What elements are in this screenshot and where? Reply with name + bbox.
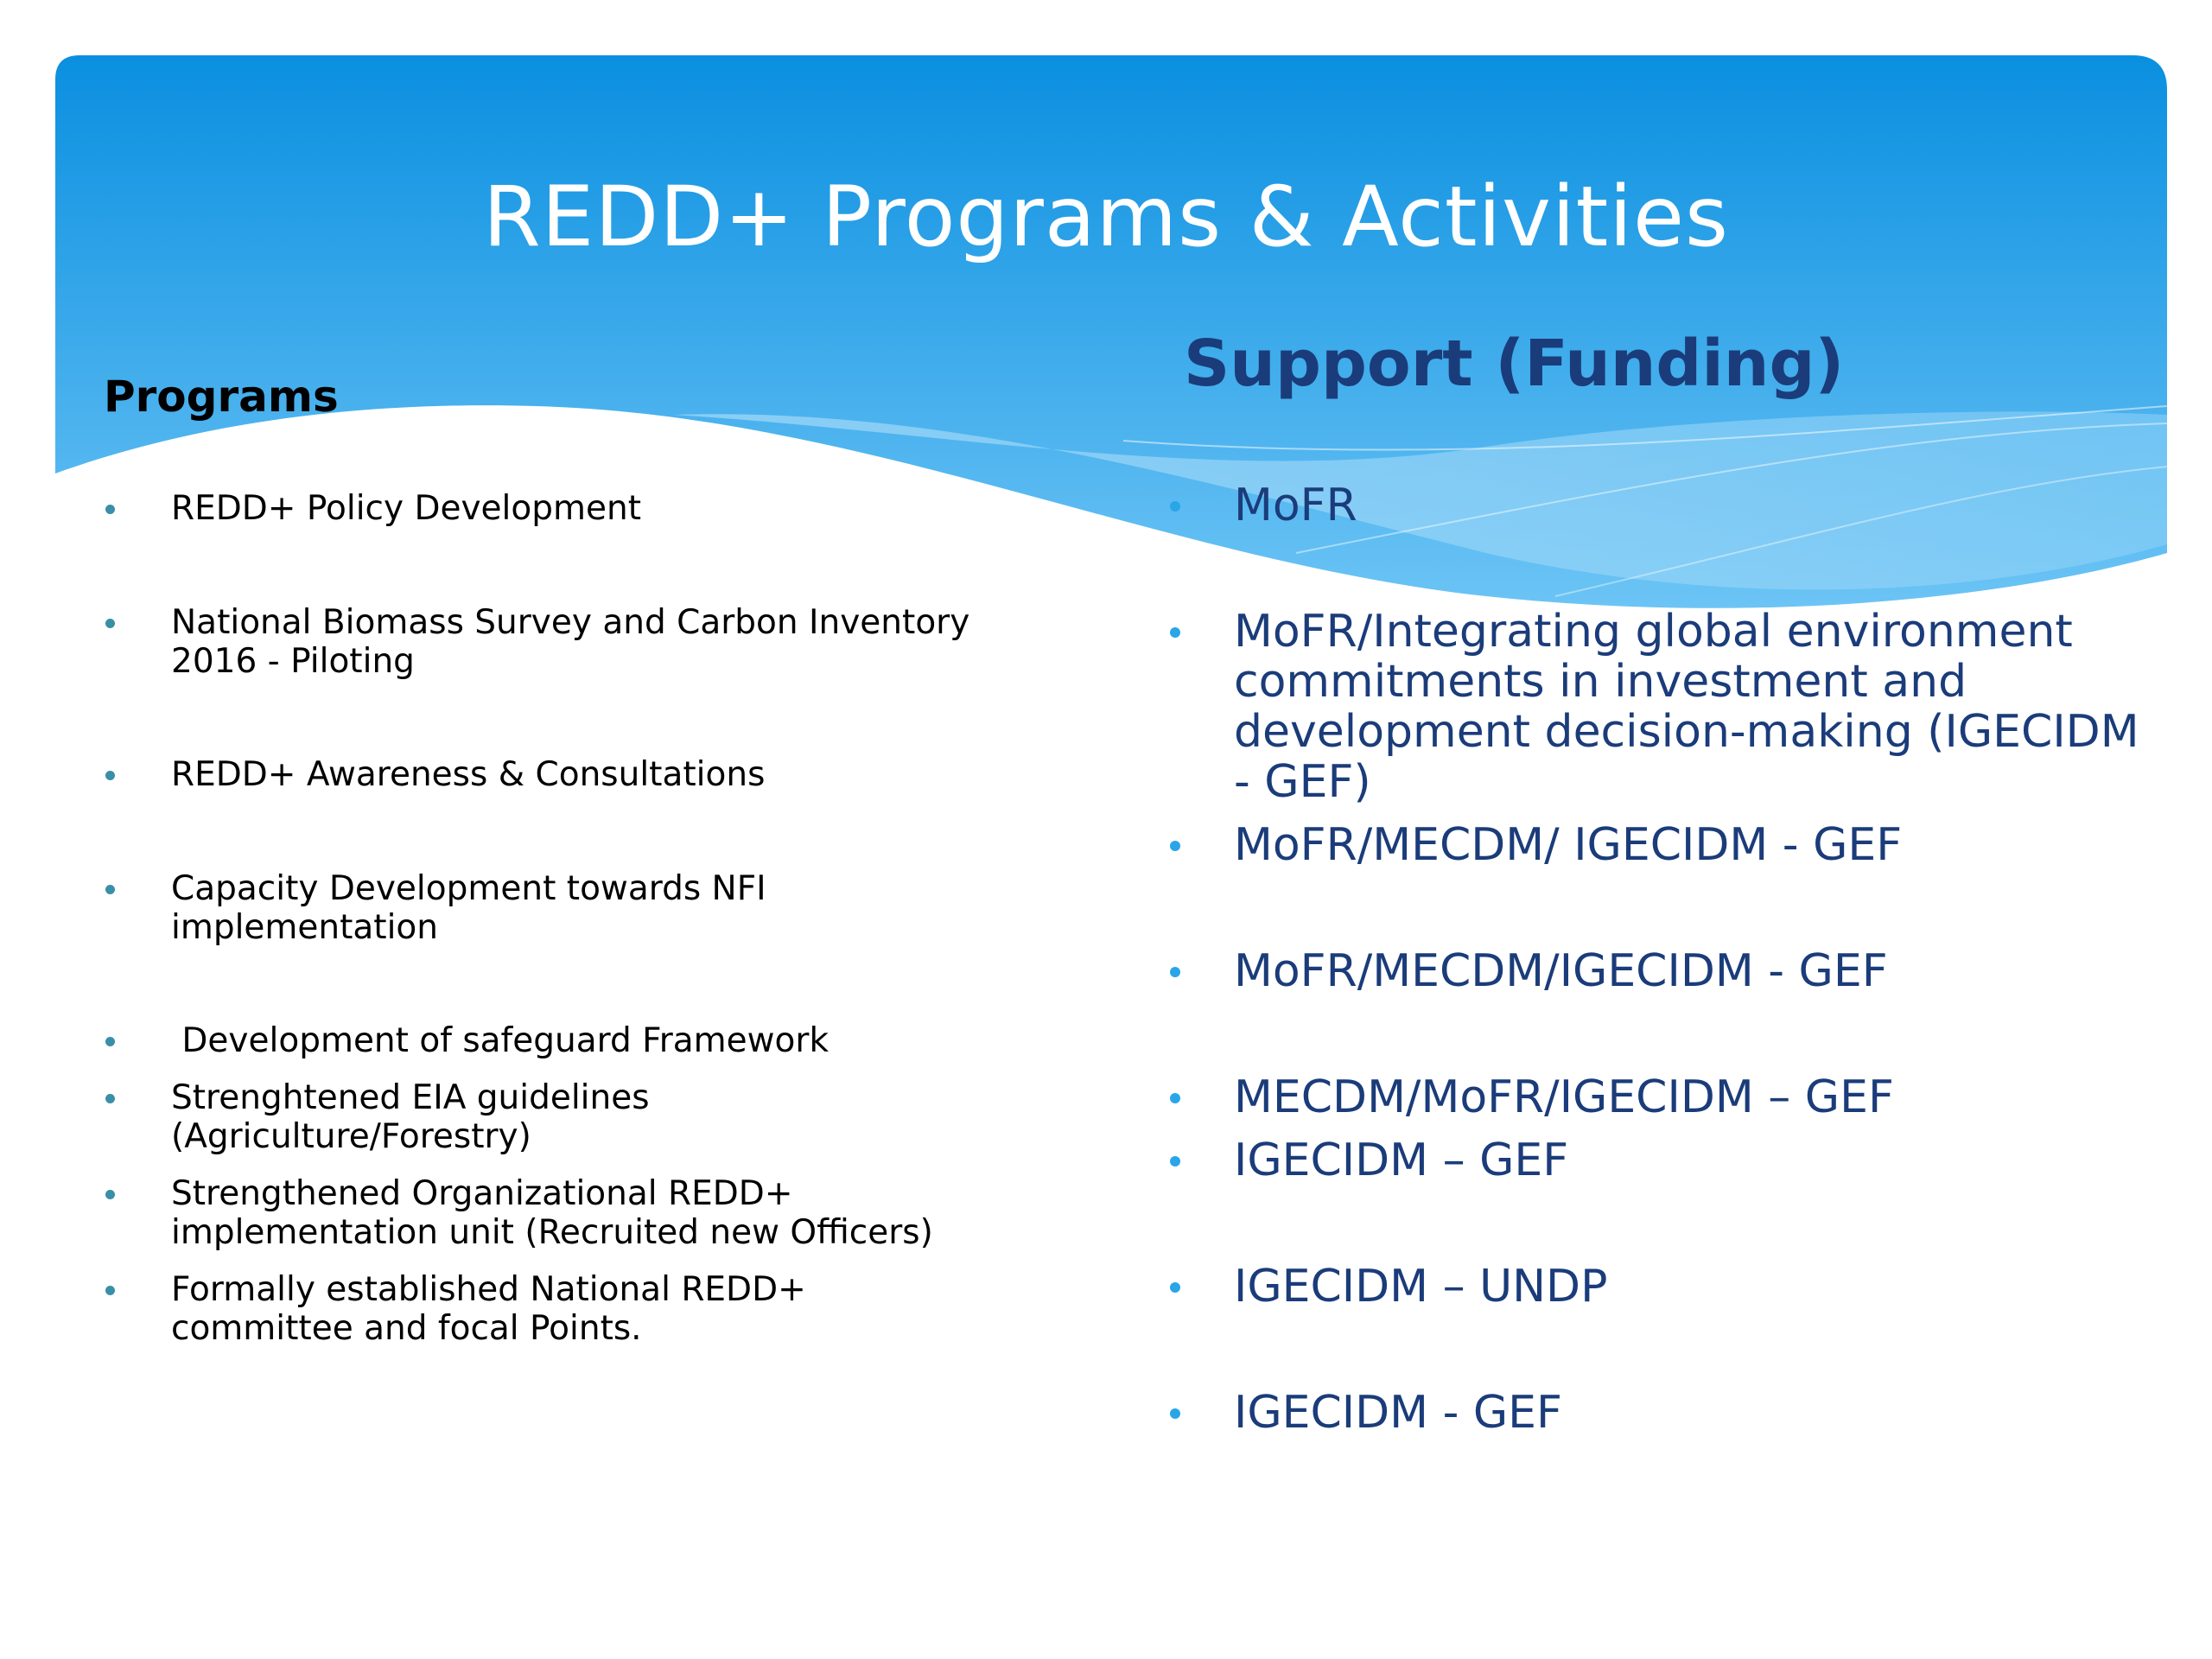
bullet-icon: [1170, 967, 1180, 977]
bullet-icon: [1170, 1282, 1180, 1293]
support-item: [1234, 607, 2167, 807]
bullet-icon: [1170, 841, 1180, 851]
title-banner: [0, 0, 2212, 657]
support-item-text: IGECIDM - GEF: [1234, 1387, 1562, 1439]
bullet-icon: [105, 1037, 115, 1046]
bullet-icon: [105, 1190, 115, 1199]
programs-heading: Programs: [104, 372, 339, 422]
support-item-text: MoFR/Integrating global environment commitments in investment and development decision-making (IGECIDM - GEF): [1234, 606, 2139, 808]
program-item-text: National Biomass Survey and Carbon Inventory 2016 - Piloting: [171, 603, 970, 681]
support-item: [1234, 480, 2167, 531]
program-item-text: Capacity Development towards NFI implementation: [171, 869, 766, 947]
program-item-text: Strengthened Organizational REDD+ implementation unit (Recruited new Officers): [171, 1174, 933, 1252]
support-item-text: IGECIDM – UNDP: [1234, 1261, 1608, 1313]
program-item: [171, 1021, 975, 1060]
bullet-icon: [1170, 627, 1180, 638]
program-item: [171, 1078, 975, 1156]
program-item: [171, 1174, 975, 1252]
support-item-text: MECDM/MoFR/IGECIDM – GEF: [1234, 1071, 1894, 1123]
bullet-icon: [1170, 1156, 1180, 1166]
support-item: [1234, 1135, 2167, 1185]
program-item: [171, 1270, 975, 1348]
program-item-text: REDD+ Policy Development: [171, 489, 642, 528]
support-item: [1234, 1388, 2167, 1438]
support-item: [1234, 820, 2167, 870]
bullet-icon: [1170, 501, 1180, 512]
bullet-icon: [1170, 1408, 1180, 1419]
program-item-text: REDD+ Awareness & Consultations: [171, 755, 766, 794]
program-item-text: Development of safeguard Framework: [171, 1021, 830, 1060]
support-heading: Support (Funding): [1184, 327, 1845, 401]
support-item: [1234, 1072, 2167, 1122]
program-item: [171, 603, 975, 681]
bullet-icon: [105, 505, 115, 514]
program-item: [171, 869, 975, 947]
support-item-text: MoFR/MECDM/ IGECIDM - GEF: [1234, 819, 1903, 871]
program-item: [171, 489, 975, 528]
support-item: [1234, 1262, 2167, 1312]
bullet-icon: [105, 771, 115, 780]
support-item-text: IGECIDM – GEF: [1234, 1135, 1569, 1186]
bullet-icon: [105, 619, 115, 628]
slide-title: REDD+ Programs & Activities: [482, 168, 1730, 265]
bullet-icon: [105, 885, 115, 894]
bullet-icon: [105, 1286, 115, 1295]
support-item: [1234, 946, 2167, 996]
program-item-text: Strenghtened EIA guidelines (Agriculture/Forestry): [171, 1078, 650, 1156]
support-item-text: MoFR/MECDM/IGECIDM - GEF: [1234, 945, 1888, 997]
program-item: [171, 755, 975, 794]
bullet-icon: [105, 1094, 115, 1103]
program-item-text: Formally established National REDD+ committee and focal Points.: [171, 1270, 806, 1348]
support-item-text: MoFR: [1234, 480, 1357, 531]
bullet-icon: [1170, 1093, 1180, 1103]
